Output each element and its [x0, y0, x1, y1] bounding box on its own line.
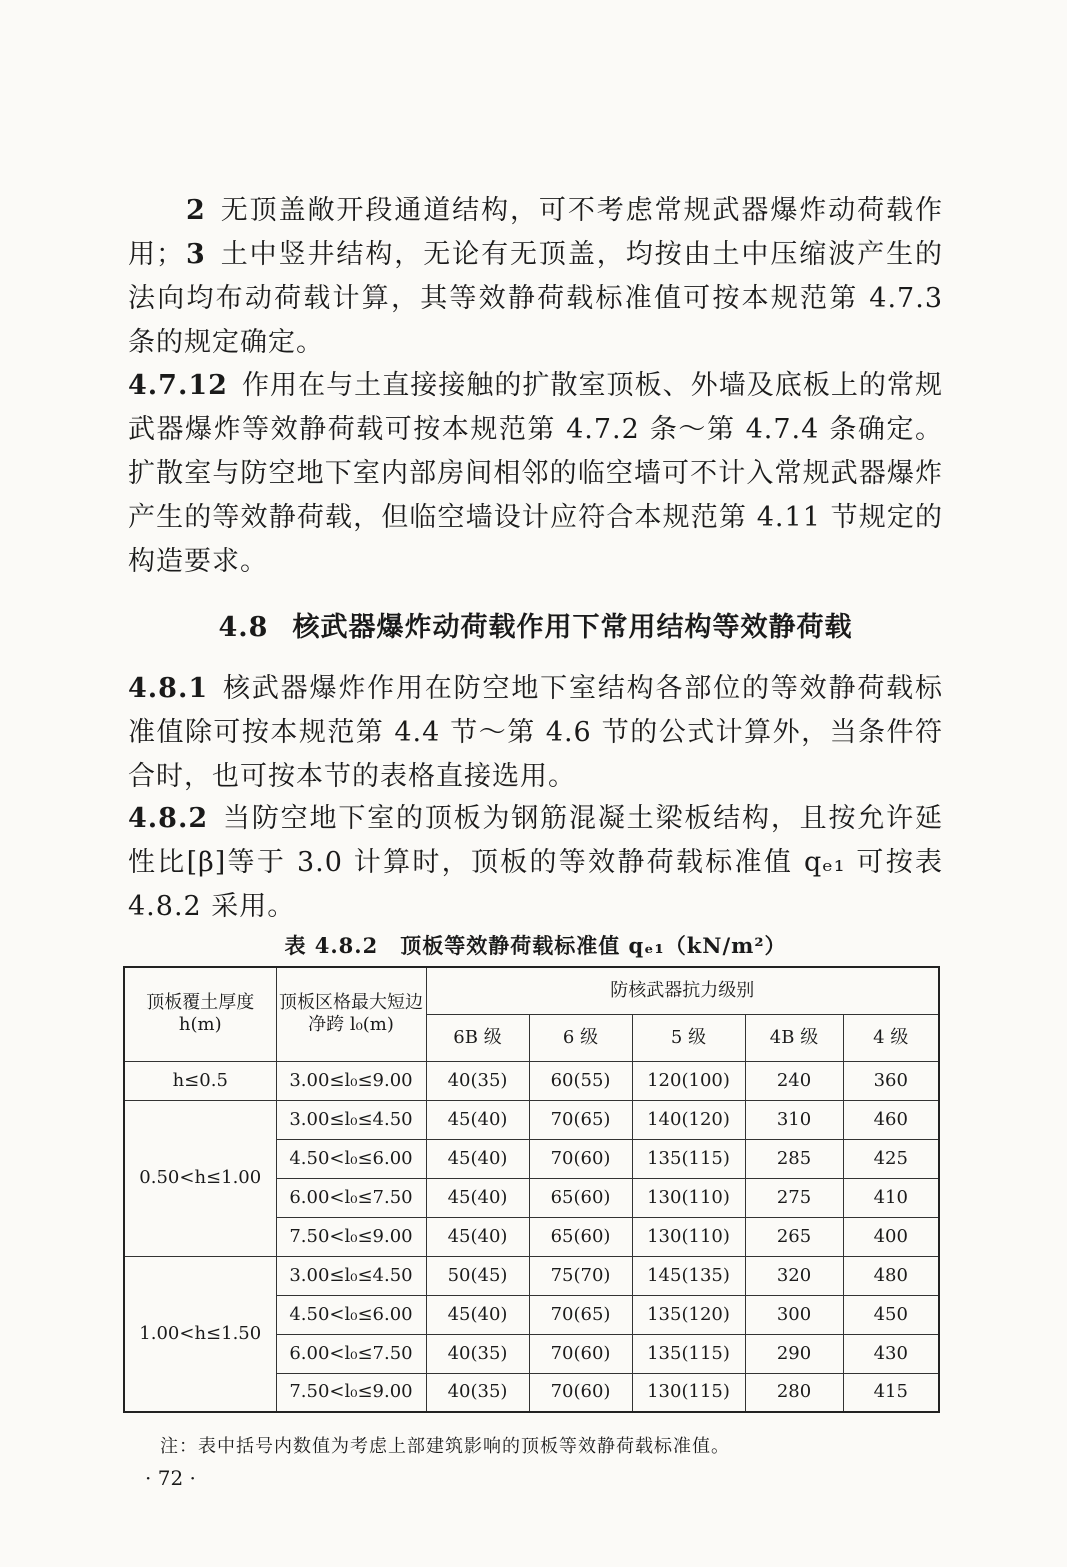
span-cell: 7.50<l₀≤9.00	[276, 1217, 426, 1256]
value-cell: 65(60)	[529, 1178, 632, 1217]
header-level: 4 级	[843, 1014, 939, 1061]
value-cell: 430	[843, 1334, 939, 1373]
value-cell: 280	[745, 1373, 843, 1412]
value-cell: 410	[843, 1178, 939, 1217]
table-row	[124, 1100, 939, 1139]
clause-4-7-12	[128, 364, 943, 584]
header-span: 顶板区格最大短边净跨 l₀(m)	[276, 967, 426, 1061]
value-cell: 240	[745, 1061, 843, 1100]
header-resistance-level: 防核武器抗力级别	[426, 967, 939, 1014]
value-cell: 135(115)	[632, 1334, 745, 1373]
value-cell: 130(110)	[632, 1217, 745, 1256]
table-note: 注：表中括号内数值为考虑上部建筑影响的顶板等效静荷载标准值。	[160, 1436, 730, 1457]
value-cell: 460	[843, 1100, 939, 1139]
clause-text: 作用在与土直接接触的扩散室顶板、外墙及底板上的常规武器爆炸等效静荷载可按本规范第 4.7.2 条～第 4.7.4 条确定。扩散室与防空地下室内部房间相邻的临空墙可不计入常规武器爆炸产生的等效静荷载，但临空墙设计应符合本规范第 4.11 节规定的构造要求。	[128, 370, 943, 577]
value-cell: 75(70)	[529, 1256, 632, 1295]
value-cell: 70(60)	[529, 1334, 632, 1373]
clause-4-8-1	[128, 667, 943, 799]
section-heading	[128, 605, 943, 644]
section-number: 4.8	[218, 612, 269, 643]
value-cell: 290	[745, 1334, 843, 1373]
clause-item-3	[128, 233, 943, 365]
value-cell: 70(60)	[529, 1373, 632, 1412]
clause-number: 3	[186, 239, 206, 270]
clause-number: 4.8.1	[128, 673, 209, 704]
value-cell: 60(55)	[529, 1061, 632, 1100]
value-cell: 275	[745, 1178, 843, 1217]
clause-text: 核武器爆炸作用在防空地下室结构各部位的等效静荷载标准值除可按本规范第 4.4 节～第 4.6 节的公式计算外，当条件符合时，也可按本节的表格直接选用。	[128, 673, 943, 792]
value-cell: 360	[843, 1061, 939, 1100]
span-cell: 3.00≤l₀≤9.00	[276, 1061, 426, 1100]
page-number: · 72 ·	[145, 1466, 196, 1490]
span-cell: 6.00<l₀≤7.50	[276, 1334, 426, 1373]
header-cover-depth: 顶板覆土厚度 h(m)	[124, 967, 276, 1061]
value-cell: 415	[843, 1373, 939, 1412]
header-level: 6 级	[529, 1014, 632, 1061]
value-cell: 120(100)	[632, 1061, 745, 1100]
clause-4-8-2	[128, 797, 943, 929]
clause-text: 土中竖井结构，无论有无顶盖，均按由土中压缩波产生的法向均布动荷载计算，其等效静荷载标准值可按本规范第 4.7.3 条的规定确定。	[128, 239, 943, 358]
value-cell: 45(40)	[426, 1139, 529, 1178]
span-cell: 4.50<l₀≤6.00	[276, 1139, 426, 1178]
load-table	[123, 966, 940, 1413]
table-row	[124, 1256, 939, 1295]
value-cell: 40(35)	[426, 1334, 529, 1373]
depth-cell: 0.50<h≤1.00	[124, 1100, 276, 1256]
value-cell: 45(40)	[426, 1100, 529, 1139]
value-cell: 450	[843, 1295, 939, 1334]
value-cell: 310	[745, 1100, 843, 1139]
span-cell: 7.50<l₀≤9.00	[276, 1373, 426, 1412]
value-cell: 265	[745, 1217, 843, 1256]
span-cell: 3.00≤l₀≤4.50	[276, 1100, 426, 1139]
value-cell: 135(120)	[632, 1295, 745, 1334]
depth-cell: 1.00<h≤1.50	[124, 1256, 276, 1412]
table-row	[124, 1061, 939, 1100]
value-cell: 40(35)	[426, 1061, 529, 1100]
value-cell: 70(65)	[529, 1295, 632, 1334]
clause-number: 4.8.2	[128, 803, 209, 834]
span-cell: 4.50<l₀≤6.00	[276, 1295, 426, 1334]
value-cell: 70(60)	[529, 1139, 632, 1178]
clause-text: 无顶盖敞开段通道结构，可不考虑常规武器爆炸动荷载作用；	[128, 195, 943, 270]
value-cell: 65(60)	[529, 1217, 632, 1256]
table-caption: 表 4.8.2 顶板等效静荷载标准值 qₑ₁（kN/m²）	[284, 933, 787, 958]
value-cell: 285	[745, 1139, 843, 1178]
clause-number: 2	[186, 195, 206, 226]
value-cell: 45(40)	[426, 1295, 529, 1334]
value-cell: 300	[745, 1295, 843, 1334]
value-cell: 320	[745, 1256, 843, 1295]
header-level: 4B 级	[745, 1014, 843, 1061]
value-cell: 45(40)	[426, 1178, 529, 1217]
value-cell: 70(65)	[529, 1100, 632, 1139]
value-cell: 480	[843, 1256, 939, 1295]
value-cell: 425	[843, 1139, 939, 1178]
value-cell: 50(45)	[426, 1256, 529, 1295]
value-cell: 145(135)	[632, 1256, 745, 1295]
header-level: 5 级	[632, 1014, 745, 1061]
section-title: 核武器爆炸动荷载作用下常用结构等效静荷载	[292, 612, 853, 643]
clause-number: 4.7.12	[128, 370, 228, 401]
value-cell: 40(35)	[426, 1373, 529, 1412]
value-cell: 130(110)	[632, 1178, 745, 1217]
value-cell: 135(115)	[632, 1139, 745, 1178]
header-level: 6B 级	[426, 1014, 529, 1061]
value-cell: 400	[843, 1217, 939, 1256]
clause-text: 当防空地下室的顶板为钢筋混凝土梁板结构，且按允许延性比[β]等于 3.0 计算时，顶板的等效静荷载标准值 qₑ₁ 可按表 4.8.2 采用。	[128, 803, 943, 922]
value-cell: 140(120)	[632, 1100, 745, 1139]
span-cell: 3.00≤l₀≤4.50	[276, 1256, 426, 1295]
span-cell: 6.00<l₀≤7.50	[276, 1178, 426, 1217]
value-cell: 45(40)	[426, 1217, 529, 1256]
depth-cell: h≤0.5	[124, 1061, 276, 1100]
value-cell: 130(115)	[632, 1373, 745, 1412]
